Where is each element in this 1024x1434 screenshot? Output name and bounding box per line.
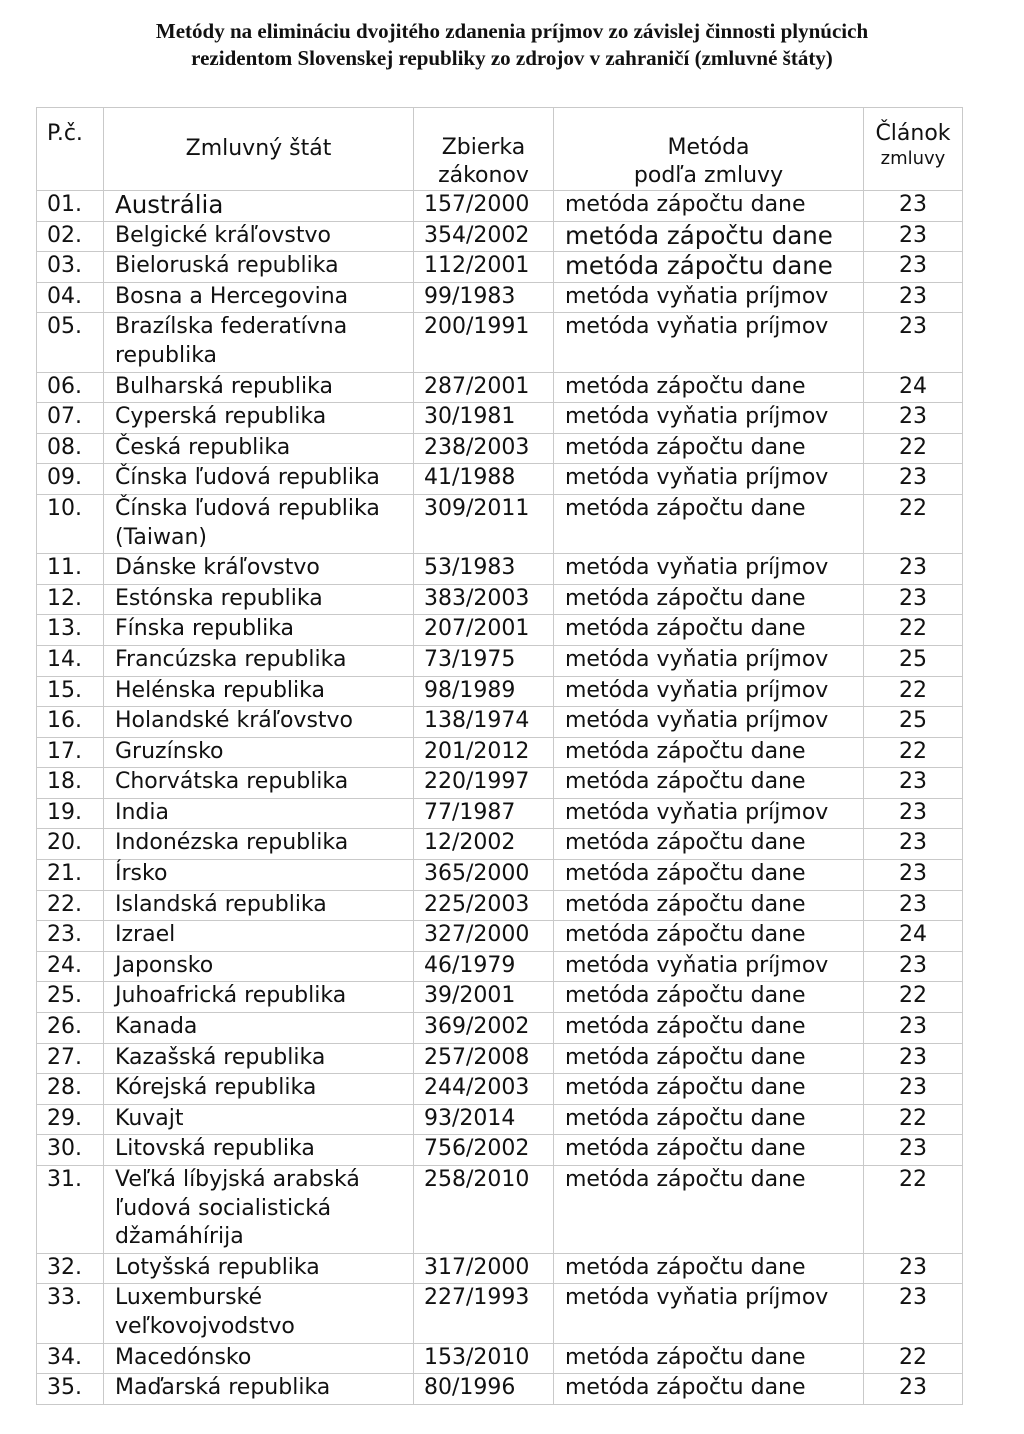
row-method: metóda zápočtu dane xyxy=(554,252,864,283)
row-state: Bieloruská republika xyxy=(104,252,414,283)
row-method: metóda vyňatia príjmov xyxy=(554,282,864,313)
table-row xyxy=(37,676,963,707)
row-state: Belgické kráľovstvo xyxy=(104,221,414,252)
row-state: Maďarská republika xyxy=(104,1374,414,1405)
row-state: Čínska ľudová republika xyxy=(104,464,414,495)
row-method: metóda zápočtu dane xyxy=(554,1013,864,1044)
row-collection: 756/2002 xyxy=(414,1135,554,1166)
table-row xyxy=(37,464,963,495)
row-method: metóda zápočtu dane xyxy=(554,860,864,891)
row-article: 23 xyxy=(864,860,963,891)
table-row xyxy=(37,737,963,768)
row-article: 23 xyxy=(864,951,963,982)
row-number: 24. xyxy=(37,951,104,982)
row-collection: 309/2011 xyxy=(414,494,554,553)
title-line-1: Metódy na elimináciu dvojitého zdanenia príjmov zo závislej činnosti plynúcich xyxy=(155,19,869,43)
row-state: Estónska republika xyxy=(104,584,414,615)
row-number: 05. xyxy=(37,313,104,372)
row-article: 23 xyxy=(864,584,963,615)
table-row xyxy=(37,798,963,829)
row-article: 23 xyxy=(864,1374,963,1405)
row-collection: 112/2001 xyxy=(414,252,554,283)
table-row xyxy=(37,221,963,252)
title-line-2: rezidentom Slovenskej republiky zo zdrojov v zahraničí (zmluvné štáty) xyxy=(191,46,833,70)
row-number: 08. xyxy=(37,433,104,464)
row-article: 23 xyxy=(864,313,963,372)
header-row xyxy=(37,108,963,191)
row-number: 14. xyxy=(37,645,104,676)
row-state: Islandská republika xyxy=(104,890,414,921)
row-method: metóda zápočtu dane xyxy=(554,1074,864,1105)
row-state: Litovská republika xyxy=(104,1135,414,1166)
row-state: Brazílska federatívna republika xyxy=(104,313,414,372)
row-collection: 99/1983 xyxy=(414,282,554,313)
row-collection: 138/1974 xyxy=(414,707,554,738)
row-number: 19. xyxy=(37,798,104,829)
row-number: 26. xyxy=(37,1013,104,1044)
table-row xyxy=(37,1284,963,1343)
row-number: 01. xyxy=(37,191,104,222)
row-collection: 73/1975 xyxy=(414,645,554,676)
row-number: 12. xyxy=(37,584,104,615)
table-row xyxy=(37,252,963,283)
table-row xyxy=(37,1374,963,1405)
table-row xyxy=(37,1135,963,1166)
table-row xyxy=(37,645,963,676)
row-collection: 46/1979 xyxy=(414,951,554,982)
row-method: metóda zápočtu dane xyxy=(554,1253,864,1284)
header-article xyxy=(864,108,963,191)
row-state: Lotyšská republika xyxy=(104,1253,414,1284)
row-collection: 257/2008 xyxy=(414,1043,554,1074)
row-state: Juhoafrická republika xyxy=(104,982,414,1013)
row-method: metóda vyňatia príjmov xyxy=(554,1284,864,1343)
row-article: 22 xyxy=(864,1343,963,1374)
row-number: 06. xyxy=(37,372,104,403)
row-number: 10. xyxy=(37,494,104,553)
row-number: 18. xyxy=(37,768,104,799)
row-method: metóda zápočtu dane xyxy=(554,191,864,222)
header-method-line1: Metóda xyxy=(667,135,750,160)
table-row xyxy=(37,1166,963,1254)
table-row xyxy=(37,829,963,860)
row-collection: 287/2001 xyxy=(414,372,554,403)
table-row xyxy=(37,1074,963,1105)
row-collection: 327/2000 xyxy=(414,921,554,952)
row-number: 30. xyxy=(37,1135,104,1166)
row-method: metóda zápočtu dane xyxy=(554,1374,864,1405)
table-row xyxy=(37,1343,963,1374)
row-number: 22. xyxy=(37,890,104,921)
row-article: 23 xyxy=(864,221,963,252)
row-number: 17. xyxy=(37,737,104,768)
row-collection: 369/2002 xyxy=(414,1013,554,1044)
header-collection-line2: zákonov xyxy=(438,163,529,188)
row-article: 22 xyxy=(864,1166,963,1254)
header-collection xyxy=(414,108,554,191)
treaty-methods-table xyxy=(36,107,963,1405)
row-article: 22 xyxy=(864,1104,963,1135)
row-collection: 220/1997 xyxy=(414,768,554,799)
row-collection: 238/2003 xyxy=(414,433,554,464)
row-collection: 77/1987 xyxy=(414,798,554,829)
row-article: 25 xyxy=(864,707,963,738)
row-collection: 200/1991 xyxy=(414,313,554,372)
row-method: metóda zápočtu dane xyxy=(554,890,864,921)
row-number: 09. xyxy=(37,464,104,495)
row-state: Veľká líbyjská arabská ľudová socialistická džamáhírija xyxy=(104,1166,414,1254)
row-article: 23 xyxy=(864,554,963,585)
table-row xyxy=(37,584,963,615)
row-number: 21. xyxy=(37,860,104,891)
row-state: Fínska republika xyxy=(104,615,414,646)
row-method: metóda zápočtu dane xyxy=(554,829,864,860)
row-method: metóda zápočtu dane xyxy=(554,1166,864,1254)
row-method: metóda zápočtu dane xyxy=(554,1043,864,1074)
row-number: 25. xyxy=(37,982,104,1013)
row-method: metóda vyňatia príjmov xyxy=(554,403,864,434)
table-row xyxy=(37,433,963,464)
row-collection: 80/1996 xyxy=(414,1374,554,1405)
row-article: 23 xyxy=(864,252,963,283)
row-collection: 317/2000 xyxy=(414,1253,554,1284)
row-article: 23 xyxy=(864,1135,963,1166)
row-collection: 41/1988 xyxy=(414,464,554,495)
row-number: 32. xyxy=(37,1253,104,1284)
row-article: 23 xyxy=(864,1074,963,1105)
row-number: 27. xyxy=(37,1043,104,1074)
row-method: metóda zápočtu dane xyxy=(554,737,864,768)
row-method: metóda zápočtu dane xyxy=(554,221,864,252)
row-collection: 227/1993 xyxy=(414,1284,554,1343)
row-method: metóda vyňatia príjmov xyxy=(554,676,864,707)
row-collection: 53/1983 xyxy=(414,554,554,585)
row-collection: 201/2012 xyxy=(414,737,554,768)
row-collection: 383/2003 xyxy=(414,584,554,615)
row-state: Gruzínsko xyxy=(104,737,414,768)
row-article: 23 xyxy=(864,890,963,921)
row-state: Helénska republika xyxy=(104,676,414,707)
row-collection: 244/2003 xyxy=(414,1074,554,1105)
row-method: metóda vyňatia príjmov xyxy=(554,313,864,372)
row-article: 23 xyxy=(864,191,963,222)
row-state: Chorvátska republika xyxy=(104,768,414,799)
row-number: 04. xyxy=(37,282,104,313)
row-collection: 30/1981 xyxy=(414,403,554,434)
table-row xyxy=(37,768,963,799)
row-state: Čínska ľudová republika (Taiwan) xyxy=(104,494,414,553)
row-method: metóda vyňatia príjmov xyxy=(554,464,864,495)
table-row xyxy=(37,191,963,222)
row-state: Macedónsko xyxy=(104,1343,414,1374)
row-number: 15. xyxy=(37,676,104,707)
header-method-line2: podľa zmluvy xyxy=(633,163,784,188)
row-method: metóda zápočtu dane xyxy=(554,1104,864,1135)
row-state: Bosna a Hercegovina xyxy=(104,282,414,313)
row-article: 22 xyxy=(864,433,963,464)
row-collection: 225/2003 xyxy=(414,890,554,921)
row-method: metóda zápočtu dane xyxy=(554,982,864,1013)
table-row xyxy=(37,403,963,434)
row-article: 22 xyxy=(864,615,963,646)
table-row xyxy=(37,1104,963,1135)
header-state: Zmluvný štát xyxy=(104,108,414,191)
row-article: 22 xyxy=(864,676,963,707)
row-number: 11. xyxy=(37,554,104,585)
row-collection: 258/2010 xyxy=(414,1166,554,1254)
table-header xyxy=(37,108,963,191)
table-row xyxy=(37,1043,963,1074)
row-number: 03. xyxy=(37,252,104,283)
row-article: 24 xyxy=(864,921,963,952)
row-article: 23 xyxy=(864,1013,963,1044)
row-state: Kórejská republika xyxy=(104,1074,414,1105)
row-article: 23 xyxy=(864,282,963,313)
row-number: 13. xyxy=(37,615,104,646)
row-collection: 365/2000 xyxy=(414,860,554,891)
row-method: metóda zápočtu dane xyxy=(554,768,864,799)
row-state: Kuvajt xyxy=(104,1104,414,1135)
row-number: 35. xyxy=(37,1374,104,1405)
row-article: 23 xyxy=(864,768,963,799)
row-article: 23 xyxy=(864,1253,963,1284)
row-method: metóda vyňatia príjmov xyxy=(554,645,864,676)
row-method: metóda zápočtu dane xyxy=(554,615,864,646)
row-state: India xyxy=(104,798,414,829)
row-number: 20. xyxy=(37,829,104,860)
row-collection: 354/2002 xyxy=(414,221,554,252)
row-state: Luxemburské veľkovojvodstvo xyxy=(104,1284,414,1343)
header-article-line2: zmluvy xyxy=(880,148,946,169)
table-row xyxy=(37,372,963,403)
row-collection: 98/1989 xyxy=(414,676,554,707)
row-collection: 153/2010 xyxy=(414,1343,554,1374)
table-row xyxy=(37,707,963,738)
row-method: metóda zápočtu dane xyxy=(554,372,864,403)
table-body xyxy=(37,191,963,1405)
row-collection: 39/2001 xyxy=(414,982,554,1013)
row-number: 02. xyxy=(37,221,104,252)
row-number: 31. xyxy=(37,1166,104,1254)
row-article: 22 xyxy=(864,494,963,553)
row-method: metóda zápočtu dane xyxy=(554,584,864,615)
row-number: 07. xyxy=(37,403,104,434)
row-number: 29. xyxy=(37,1104,104,1135)
table-row xyxy=(37,282,963,313)
row-state: Izrael xyxy=(104,921,414,952)
row-method: metóda vyňatia príjmov xyxy=(554,951,864,982)
row-method: metóda zápočtu dane xyxy=(554,433,864,464)
row-number: 28. xyxy=(37,1074,104,1105)
row-number: 33. xyxy=(37,1284,104,1343)
row-method: metóda zápočtu dane xyxy=(554,494,864,553)
row-method: metóda zápočtu dane xyxy=(554,1343,864,1374)
table-row xyxy=(37,982,963,1013)
table-row xyxy=(37,921,963,952)
row-collection: 93/2014 xyxy=(414,1104,554,1135)
table-row xyxy=(37,615,963,646)
table-row xyxy=(37,494,963,553)
row-state: Indonézska republika xyxy=(104,829,414,860)
row-state: Bulharská republika xyxy=(104,372,414,403)
header-number: P.č. xyxy=(37,108,104,191)
table-row xyxy=(37,951,963,982)
row-method: metóda vyňatia príjmov xyxy=(554,707,864,738)
row-article: 23 xyxy=(864,829,963,860)
row-state: Austrália xyxy=(104,191,414,222)
table-row xyxy=(37,1253,963,1284)
row-number: 23. xyxy=(37,921,104,952)
header-article-line1: Článok xyxy=(875,121,951,146)
row-state: Česká republika xyxy=(104,433,414,464)
row-method: metóda zápočtu dane xyxy=(554,921,864,952)
row-article: 25 xyxy=(864,645,963,676)
document-title xyxy=(0,18,1024,72)
table-row xyxy=(37,554,963,585)
row-state: Dánske kráľovstvo xyxy=(104,554,414,585)
row-number: 34. xyxy=(37,1343,104,1374)
row-article: 23 xyxy=(864,464,963,495)
row-article: 22 xyxy=(864,737,963,768)
header-collection-line1: Zbierka xyxy=(441,135,526,160)
row-state: Holandské kráľovstvo xyxy=(104,707,414,738)
header-method xyxy=(554,108,864,191)
row-article: 23 xyxy=(864,1284,963,1343)
row-number: 16. xyxy=(37,707,104,738)
table-row xyxy=(37,1013,963,1044)
row-method: metóda zápočtu dane xyxy=(554,1135,864,1166)
row-collection: 157/2000 xyxy=(414,191,554,222)
row-method: metóda vyňatia príjmov xyxy=(554,798,864,829)
table-row xyxy=(37,860,963,891)
row-article: 23 xyxy=(864,798,963,829)
row-article: 24 xyxy=(864,372,963,403)
table-row xyxy=(37,313,963,372)
row-state: Japonsko xyxy=(104,951,414,982)
table-row xyxy=(37,890,963,921)
row-article: 23 xyxy=(864,1043,963,1074)
row-method: metóda vyňatia príjmov xyxy=(554,554,864,585)
row-article: 22 xyxy=(864,982,963,1013)
row-state: Francúzska republika xyxy=(104,645,414,676)
row-state: Írsko xyxy=(104,860,414,891)
row-collection: 12/2002 xyxy=(414,829,554,860)
row-state: Cyperská republika xyxy=(104,403,414,434)
row-state: Kanada xyxy=(104,1013,414,1044)
row-article: 23 xyxy=(864,403,963,434)
row-collection: 207/2001 xyxy=(414,615,554,646)
row-state: Kazašská republika xyxy=(104,1043,414,1074)
